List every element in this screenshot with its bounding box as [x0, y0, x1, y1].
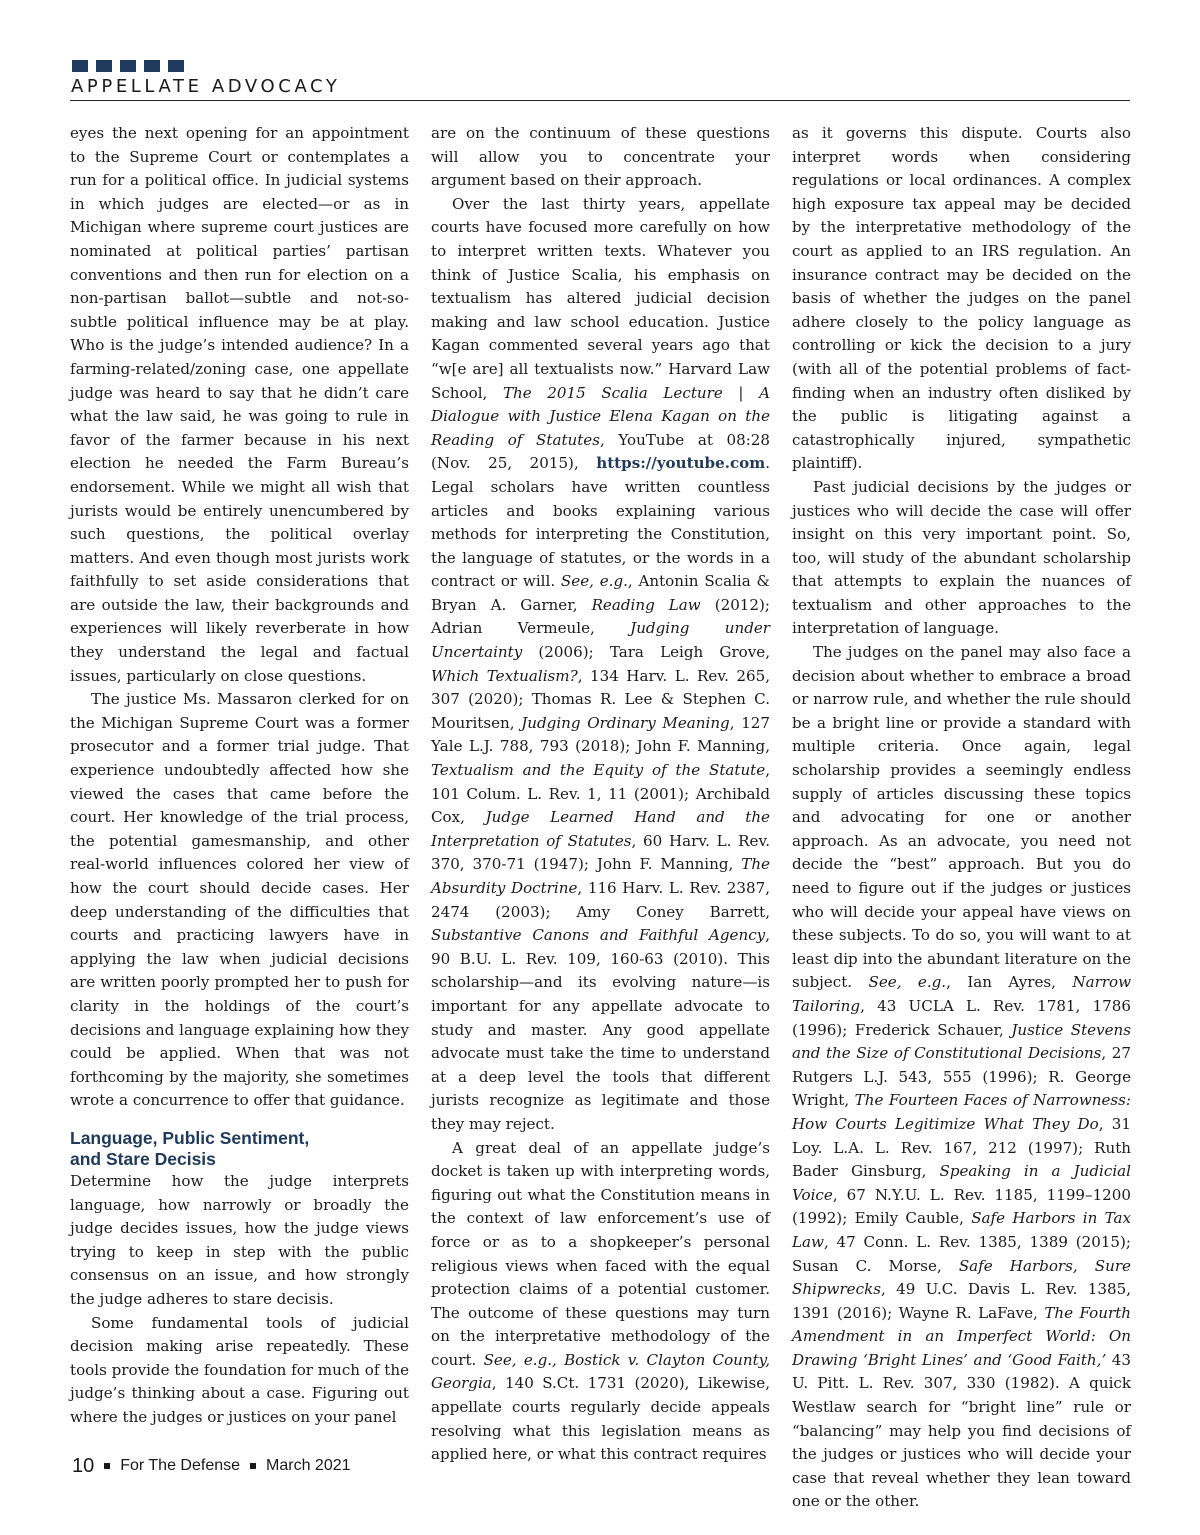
paragraph: A great deal of an appellate judge’s docket is taken up with interpreting words, figuring out what the Constitution means in the context of law enforcement’s use of force or as to a shopkeeper’s personal religious views when faced with the equal protection claims of a potential customer. The outcome of these questions may turn on the interpretative methodology of the court. See, e.g., Bostick v. Clayton County, Georgia, 140 S.Ct. 1731 (2020), Likewise, appellate courts regularly decide appeals resolving what this legislation means as applied here, or what this contract requires — [431, 1138, 771, 1464]
paragraph: are on the continuum of these questions will allow you to concentrate your argument based on their approach. — [431, 124, 770, 190]
paragraph: eyes the next opening for an appointment to the Supreme Court or contemplates a run for a political office. In judicial systems in which judges are elected—or as in Michigan where supreme court justices are nominated at political parties’ partisan conventions and then run for election on a non-partisan ballot—subtle and not-so-subtle political influence may be at play. Who is the judge’s intended audience? In a farming-related/zoning case, one appellate judge was heard to say that he didn’t care what the law said, he was going to rule in favor of the farmer because in his next election he needed the Farm Bureau’s endorsement. While we might all wish that jurists would be entirely unencumbered by such questions, the political overlay matters. And even though most jurists work faithfully to set aside considerations that are outside the law, their backgrounds and experiences will likely reverberate in how they understand the legal and factual issues, particularly on close questions. — [70, 124, 409, 685]
section-label: APPELLATE ADVOCACY — [71, 76, 341, 97]
paragraph: The justice Ms. Massaron clerked for on the Michigan Supreme Court was a former prosecutor and a former trial judge. That experience undoubtedly affected how she viewed the cases that came before the court. Her knowledge of the trial process, the potential gamesmanship, and other real-world influences colored her view of how the court should decide cases. Her deep understanding of the difficulties that courts and practicing lawyers have in applying the law when judicial decisions are written poorly prompted her to push for clarity in the holdings of the court’s decisions and language explaining how they could be applied. When that was not forthcoming by the majority, she sometimes wrote a concurrence to offer that guidance. — [70, 690, 409, 1110]
heading-line: Language, Public Sentiment, — [70, 1127, 310, 1148]
issue-date: March 2021 — [266, 1457, 351, 1474]
column-2 — [431, 122, 770, 1467]
footer-separator-icon — [104, 1463, 110, 1469]
page-number: 10 — [72, 1455, 95, 1477]
heading-line: and Stare Decisis — [70, 1148, 216, 1169]
section-heading — [70, 1128, 409, 1170]
paragraph: The judges on the panel may also face a decision about whether to embrace a broad or narrow rule, and whether the rule should be a bright line or provide a standard with multiple criteria. Once again, legal scholarship provides a seemingly endless supply of articles discussing these topics and advocating for one or another approach. As an advocate, you need not decide the “best” approach. But you do need to figure out if the judges or justices who will decide your appeal have views on these subjects. To do so, you will want to at least dip into the abundant literature on the subject. See, e.g., Ian Ayres, Narrow Tailoring, 43 UCLA L. Rev. 1781, 1786 (1996); Frederick Schauer, Justice Stevens and the Size of Constitutional Decisions, 27 Rutgers L.J. 543, 555 (1996); R. George Wright, The Fourteen Faces of Narrowness: How Courts Legitimize What They Do, 31 Loy. L.A. L. Rev. 167, 212 (1997); Ruth Bader Ginsburg, Speaking in a Judicial Voice, 67 N.Y.U. L. Rev. 1185, 1199–1200 (1992); Emily Cauble, Safe Harbors in Tax Law, 47 Conn. L. Rev. 1385, 1389 (2015); Susan C. Morse, Safe Harbors, Sure Shipwrecks, 49 U.C. Davis L. Rev. 1385, 1391 (2016); Wayne R. LaFave, The Fourth Amendment in an Imperfect World: On Drawing ‘Bright Lines’ and ‘Good Faith,’ 43 U. Pitt. L. Rev. 307, 330 (1982). A quick Westlaw search for “bright line” rule or “balancing” may help you find decisions of the judges or justices who will decide your case that reveal whether they lean toward one or the other. — [792, 643, 1132, 1511]
paragraph: Determine how the judge interprets language, how narrowly or broadly the judge decides issues, how the judge views trying to keep in step with the public consensus on an issue, and how strongly the judge adheres to stare decisis. — [70, 1171, 409, 1308]
column-3 — [792, 122, 1131, 1514]
header-squares-decoration — [72, 60, 184, 72]
page-footer — [72, 1454, 351, 1478]
publication-name: For The Defense — [120, 1457, 241, 1474]
column-1 — [70, 122, 409, 1429]
header-rule — [70, 100, 1130, 101]
paragraph: Some fundamental tools of judicial decision making arise repeatedly. These tools provide the foundation for much of the judge’s thinking about a case. Figuring out where the judges or justices on your panel — [70, 1313, 409, 1426]
youtube-link[interactable]: https://youtube.com — [596, 454, 766, 473]
footer-separator-icon — [250, 1463, 256, 1469]
paragraph: as it governs this dispute. Courts also interpret words when considering regulations or local ordinances. A complex high exposure tax appeal may be decided by the interpretative methodology of the court as applied to an IRS regulation. An insurance contract may be decided on the basis of whether the judges on the panel adhere closely to the policy language as controlling or kick the decision to a jury (with all of the potential problems of fact-finding when an industry often disliked by the public is litigating against a catastrophically injured, sympathetic plaintiff). — [792, 124, 1131, 473]
paragraph: Over the last thirty years, appellate courts have focused more carefully on how to interpret written texts. Whatever you think of Justice Scalia, his emphasis on textualism has altered judicial decision making and law school education. Justice Kagan commented several years ago that “w[e are] all textualists now.” Harvard Law School, The 2015 Scalia Lecture | A Dialogue with Justice Elena Kagan on the Reading of Statutes, YouTube at 08:28 (Nov. 25, 2015), https://youtube.com. Legal scholars have written countless articles and books explaining various methods for interpreting the Constitution, the language of statutes, or the words in a contract or will. See, e.g., Antonin Scalia & Bryan A. Garner, Reading Law (2012); Adrian Vermeule, Judging under Uncertainty (2006); Tara Leigh Grove, Which Textualism?, 134 Harv. L. Rev. 265, 307 (2020); Thomas R. Lee & Stephen C. Mouritsen, Judging Ordinary Meaning, 127 Yale L.J. 788, 793 (2018); John F. Manning, Textualism and the Equity of the Statute, 101 Colum. L. Rev. 1, 11 (2001); Archibald Cox, Judge Learned Hand and the Interpretation of Statutes, 60 Harv. L. Rev. 370, 370-71 (1947); John F. Manning, The Absurdity Doctrine, 116 Harv. L. Rev. 2387, 2474 (2003); Amy Coney Barrett, Substantive Canons and Faithful Agency, 90 B.U. L. Rev. 109, 160-63 (2010). This scholarship—and its evolving nature—is important for any appellate advocate to study and master. Any good appellate advocate must take the time to understand at a deep level the tools that different jurists recognize as legitimate and those they may reject. — [431, 194, 771, 1133]
paragraph: Past judicial decisions by the judges or justices who will decide the case will offer insight on this very important point. So, too, will study of the abundant scholarship that attempts to explain the nuances of textualism and other approaches to the interpretation of language. — [792, 477, 1131, 638]
